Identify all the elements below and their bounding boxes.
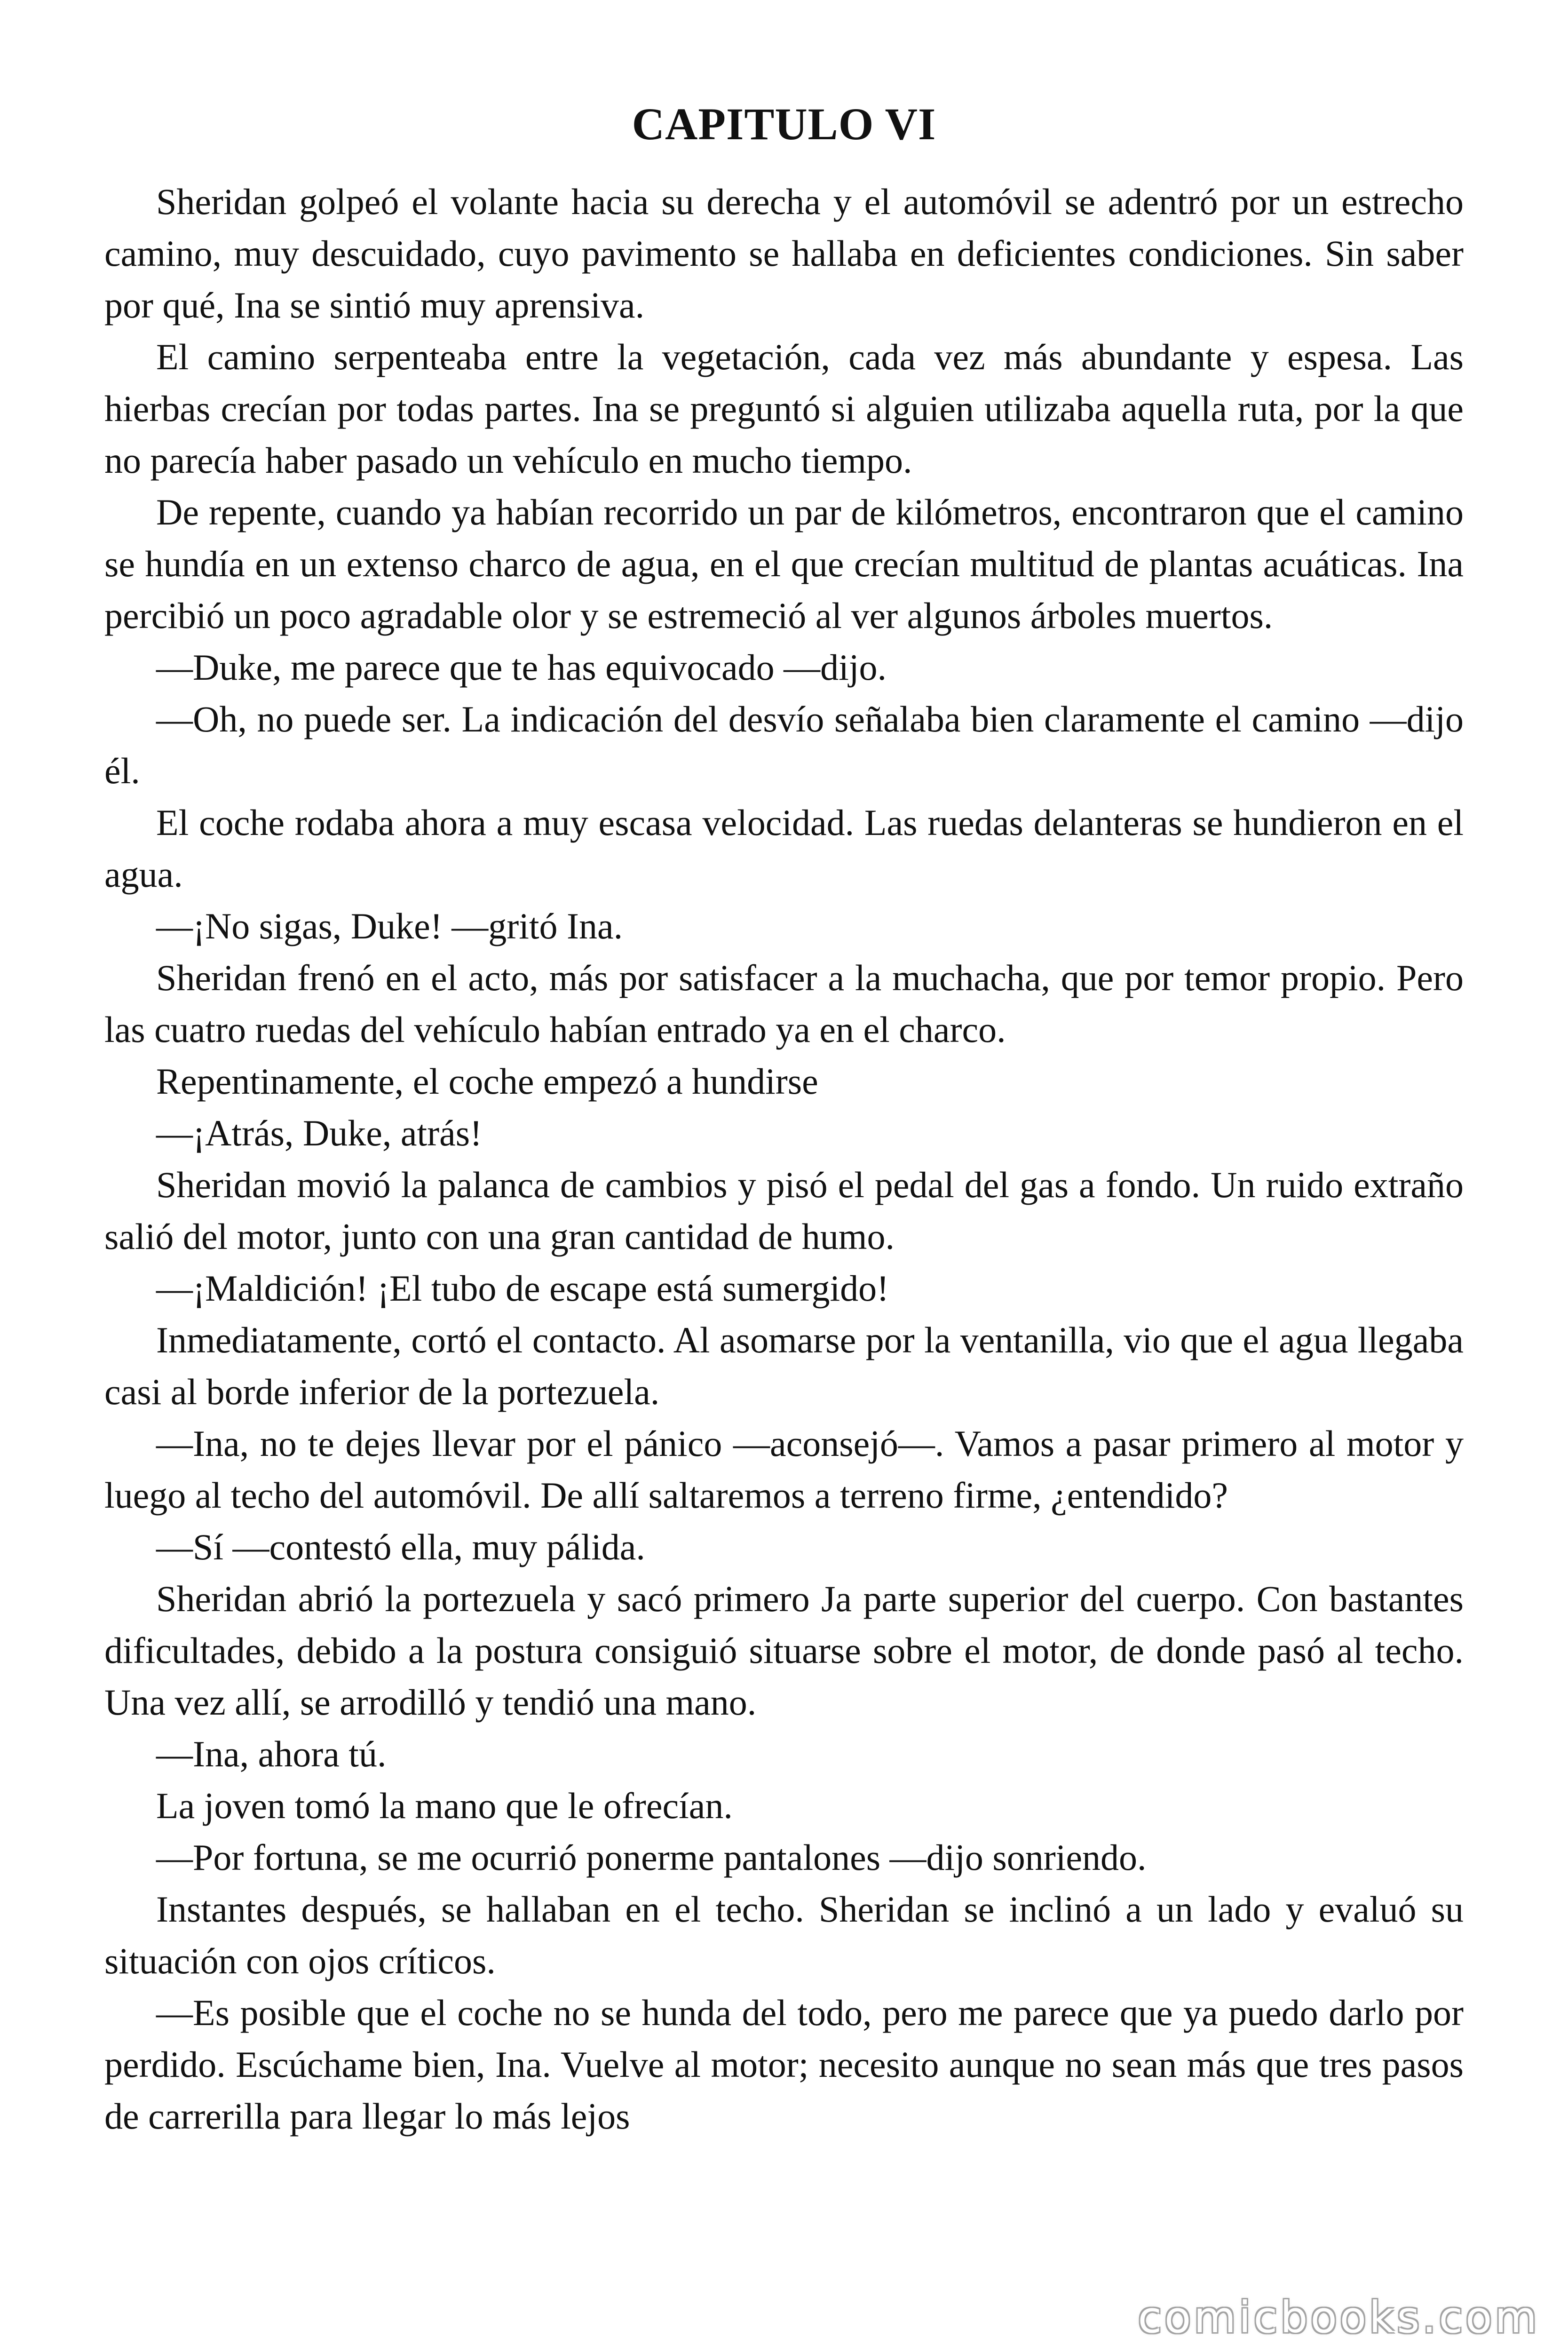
paragraph: Sheridan frenó en el acto, más por satisfacer a la muchacha, que por temor propio. Pero las cuatro ruedas del vehículo habían entrado ya en el charco. [104, 957, 1464, 1050]
paragraph: —¡No sigas, Duke! —gritó Ina. [156, 906, 623, 946]
paragraph: Sheridan movió la palanca de cambios y pisó el pedal del gas a fondo. Un ruido extraño salió del motor, junto con una gran cantidad de humo. [104, 1164, 1464, 1257]
chapter-title: CAPITULO VI [632, 99, 936, 150]
chapter-body [104, 176, 1464, 2142]
paragraph: Inmediatamente, cortó el contacto. Al asomarse por la ventanilla, vio que el agua llegaba casi al borde inferior de la portezuela. [104, 1319, 1464, 1412]
paragraph: De repente, cuando ya habían recorrido un par de kilómetros, encontraron que el camino se hundía en un extenso charco de agua, en el que crecían multitud de plantas acuáticas. Ina percibió un poco agradable olor y se estremeció al ver algunos árboles muertos. [104, 492, 1464, 636]
paragraph: —Ina, ahora tú. [156, 1733, 387, 1774]
paragraph: —Oh, no puede ser. La indicación del desvío señalaba bien claramente el camino —dijo él. [104, 699, 1464, 791]
paragraph: —Por fortuna, se me ocurrió ponerme pantalones —dijo sonriendo. [156, 1837, 1147, 1878]
paragraph: La joven tomó la mano que le ofrecían. [156, 1785, 733, 1826]
watermark-logo: comicbooks.com [1138, 2292, 1540, 2343]
paragraph: —¡Maldición! ¡El tubo de escape está sumergido! [156, 1268, 889, 1309]
paragraph: —¡Atrás, Duke, atrás! [156, 1112, 483, 1153]
paragraph: —Duke, me parece que te has equivocado —dijo. [156, 647, 887, 688]
paragraph: —Es posible que el coche no se hunda del todo, pero me parece que ya puedo darlo por perdido. Escúchame bien, Ina. Vuelve al motor; necesito aunque no sean más que tres pasos de carrerilla para llegar lo más lejos [104, 1992, 1464, 2137]
paragraph: Sheridan abrió la portezuela y sacó primero Ja parte superior del cuerpo. Con bastantes dificultades, debido a la postura consiguió situarse sobre el motor, de donde pasó al techo. Una vez allí, se arrodilló y tendió una mano. [104, 1578, 1464, 1723]
paragraph: Sheridan golpeó el volante hacia su derecha y el automóvil se adentró por un estrecho camino, muy descuidado, cuyo pavimento se hallaba en deficientes condiciones. Sin saber por qué, Ina se sintió muy aprensiva. [104, 181, 1464, 326]
paragraph: —Sí —contestó ella, muy pálida. [156, 1526, 645, 1567]
paragraph: —Ina, no te dejes llevar por el pánico —aconsejó—. Vamos a pasar primero al motor y luego al techo del automóvil. De allí saltaremos a terreno firme, ¿entendido? [104, 1423, 1464, 1516]
paragraph: El coche rodaba ahora a muy escasa velocidad. Las ruedas delanteras se hundieron en el agua. [104, 802, 1464, 895]
paragraph: Instantes después, se hallaban en el techo. Sheridan se inclinó a un lado y evaluó su situación con ojos críticos. [104, 1889, 1464, 1981]
paragraph: Repentinamente, el coche empezó a hundirse [156, 1061, 818, 1102]
paragraph: El camino serpenteaba entre la vegetación, cada vez más abundante y espesa. Las hierbas crecían por todas partes. Ina se preguntó si alguien utilizaba aquella ruta, por la que no parecía haber pasado un vehículo en mucho tiempo. [104, 336, 1464, 481]
